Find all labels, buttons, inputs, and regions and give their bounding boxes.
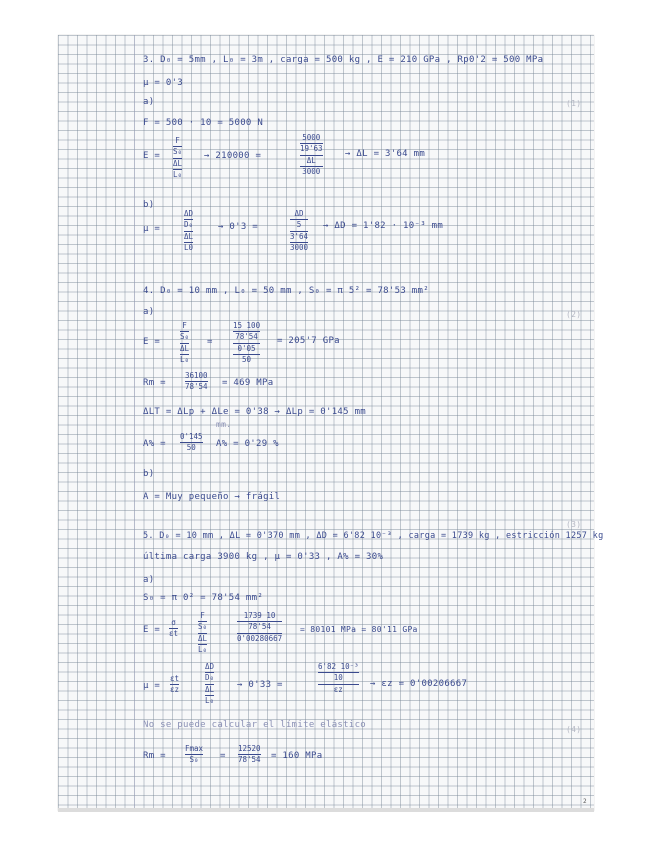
problem-4-part-a-label: a) <box>143 307 155 317</box>
frac-den: 3'64 <box>290 231 309 241</box>
problem-5-pencil-mark: (3) <box>566 520 582 529</box>
problem-4-e-result: = 205'7 GPa <box>277 336 340 346</box>
problem-3-poisson: μ = 0'3 <box>143 78 184 88</box>
frac-num: ΔD <box>184 209 194 218</box>
problem-3-e-result: → ΔL = 3'64 mm <box>345 149 426 159</box>
problem-5-rm-lhs: Rm = <box>143 751 166 761</box>
frac-den: S₀ <box>189 755 199 765</box>
frac-num: ΔD <box>205 662 215 671</box>
problem-3-mu-result: → ΔD = 1'82 · 10⁻³ mm <box>323 221 444 231</box>
frac-num: S₀ <box>173 147 183 157</box>
problem-3-part-b-label: b) <box>143 200 155 210</box>
problem-4-pencil-mark: (2) <box>566 310 582 319</box>
frac-num: F <box>175 136 180 145</box>
problem-5-rm-mid: = <box>220 751 226 761</box>
page-number: 2 <box>583 798 587 805</box>
problem-5-mu-mid: → 0'33 = <box>237 680 283 690</box>
frac-num: σ <box>171 618 176 627</box>
frac-num: 10 <box>333 673 343 683</box>
problem-4-a-pct-lhs: A% = <box>143 439 166 449</box>
problem-3-e-fraction <box>173 137 182 179</box>
frac-den: ΔL <box>306 155 316 165</box>
frac-den: L₀ <box>198 644 208 654</box>
frac-den: ΔL <box>184 231 194 241</box>
frac-den: 78'54 <box>238 755 261 765</box>
frac-num: 0'145 <box>180 432 203 441</box>
problem-3-mu-lhs: μ = <box>143 224 161 234</box>
problem-4-elongation-line: ΔLT = ΔLp + ΔLe = 0'38 → ΔLp = 0'145 mm <box>143 407 367 417</box>
frac-den: L0 <box>184 242 194 252</box>
problem-5-s0: S₀ = π 0² = 78'54 mm² <box>143 593 264 603</box>
frac-num: F <box>200 611 205 620</box>
problem-5-rm-fraction <box>185 745 203 765</box>
frac-num: ΔD <box>294 209 304 218</box>
frac-den: 0'05 <box>237 343 256 353</box>
frac-den: 3000 <box>290 242 309 252</box>
frac-den: εt <box>169 629 179 639</box>
problem-4-part-b-text: A = Muy pequeño → frágil <box>143 492 281 502</box>
sheet-bottom-edge <box>58 808 594 812</box>
problem-3-pencil-mark: (1) <box>566 99 582 108</box>
problem-5-e-fraction <box>198 612 207 654</box>
frac-num: D₀ <box>184 220 194 230</box>
problem-5-note: No se puede calcular el límite elástico <box>143 720 367 730</box>
problem-5-rm-values-fraction <box>238 745 261 765</box>
frac-den: L₀ <box>180 354 190 364</box>
problem-4-e-fraction <box>180 322 189 364</box>
frac-num: 78'54 <box>248 622 271 632</box>
problem-5-e-stress-strain-fraction <box>169 619 178 639</box>
frac-num: 5 <box>296 220 302 230</box>
problem-5-e-result: = 80101 MPa = 80'11 GPa <box>300 625 418 634</box>
frac-den: 50 <box>242 354 252 364</box>
frac-den: 50 <box>186 443 196 453</box>
frac-den: L₀ <box>205 695 215 705</box>
problem-4-elongation-sub: mm. <box>216 420 232 429</box>
frac-num: 78'54 <box>235 332 258 342</box>
problem-3-mu-mid: → 0'3 = <box>218 222 259 232</box>
problem-5-part-a-label: a) <box>143 575 155 585</box>
frac-num: εt <box>170 674 180 683</box>
frac-den: L₀ <box>173 169 183 179</box>
problem-3-part-a-label: a) <box>143 97 155 107</box>
problem-3-e-mid: → 210000 = <box>204 151 262 161</box>
problem-4-a-pct-result: A% = 0'29 % <box>216 439 279 449</box>
problem-4-rm-result: = 469 MPa <box>222 378 274 388</box>
frac-den: εz <box>170 685 180 695</box>
frac-den: ΔL <box>198 633 208 643</box>
problem-4-header: 4. D₀ = 10 mm , L₀ = 50 mm , S₀ = π 5² = 78'53 mm² <box>143 286 429 296</box>
frac-num: S₀ <box>198 622 208 632</box>
problem-4-a-pct-fraction <box>180 433 203 453</box>
frac-num: F <box>182 321 187 330</box>
frac-num: D₀ <box>205 673 215 683</box>
problem-5-mu-result: → εz = 0'00206667 <box>370 679 468 689</box>
frac-den: 0'00280667 <box>237 633 283 643</box>
problem-5-mu-values-fraction <box>318 663 359 694</box>
problem-3-mu-fraction <box>184 210 193 252</box>
problem-4-rm-fraction <box>185 372 208 392</box>
problem-5-header: 5. D₀ = 10 mm , ΔL = 0'370 mm , ΔD = 6'82 10⁻³ , carga = 1739 kg , estricción 1257 kg <box>143 531 604 541</box>
frac-num: Fmax <box>185 744 204 753</box>
frac-num: 15 100 <box>233 321 261 330</box>
problem-5-mu-lhs: μ = <box>143 681 161 691</box>
frac-den: ΔL <box>205 684 215 694</box>
problem-5-e-values-fraction <box>237 612 282 643</box>
frac-num: 5000 <box>302 133 321 142</box>
problem-4-e-values-fraction <box>233 322 260 364</box>
frac-num: 19'63 <box>300 144 323 154</box>
frac-num: 36100 <box>185 371 208 380</box>
problem-5-header-line2: última carga 3900 kg , μ = 0'33 , A% = 30% <box>143 552 384 562</box>
frac-den: 78'54 <box>185 382 208 392</box>
problem-5-mu-strain-fraction <box>170 675 179 695</box>
problem-3-header: 3. D₀ = 5mm , L₀ = 3m , carga = 500 kg , E = 210 GPa , Rp0'2 = 500 MPa <box>143 55 544 65</box>
problem-5-e-lhs: E = <box>143 625 161 635</box>
problem-4-e-lhs: E = <box>143 337 161 347</box>
problem-4-rm-lhs: Rm = <box>143 378 166 388</box>
frac-num: S₀ <box>180 332 190 342</box>
grid-paper-sheet <box>58 35 594 811</box>
problem-3-force: F = 500 · 10 = 5000 N <box>143 118 264 128</box>
problem-5-mu-fraction <box>205 663 214 705</box>
frac-num: 1739 10 <box>243 611 276 620</box>
problem-4-part-b-label: b) <box>143 469 155 479</box>
problem-3-mu-values-fraction <box>290 210 308 252</box>
frac-num: 6'82 10⁻³ <box>318 662 359 671</box>
frac-num: 12520 <box>238 744 261 753</box>
problem-3-e-values-fraction <box>300 134 323 176</box>
problem-5-pencil-mark-2: (4) <box>566 725 582 734</box>
frac-den: ΔL <box>173 158 183 168</box>
problem-3-e-lhs: E = <box>143 151 161 161</box>
frac-den: εz <box>333 684 343 694</box>
problem-5-rm-result: = 160 MPa <box>271 751 323 761</box>
frac-den: 3000 <box>302 166 321 176</box>
problem-4-e-eq: = <box>207 337 213 347</box>
margin-line <box>134 35 135 811</box>
frac-den: ΔL <box>180 343 190 353</box>
